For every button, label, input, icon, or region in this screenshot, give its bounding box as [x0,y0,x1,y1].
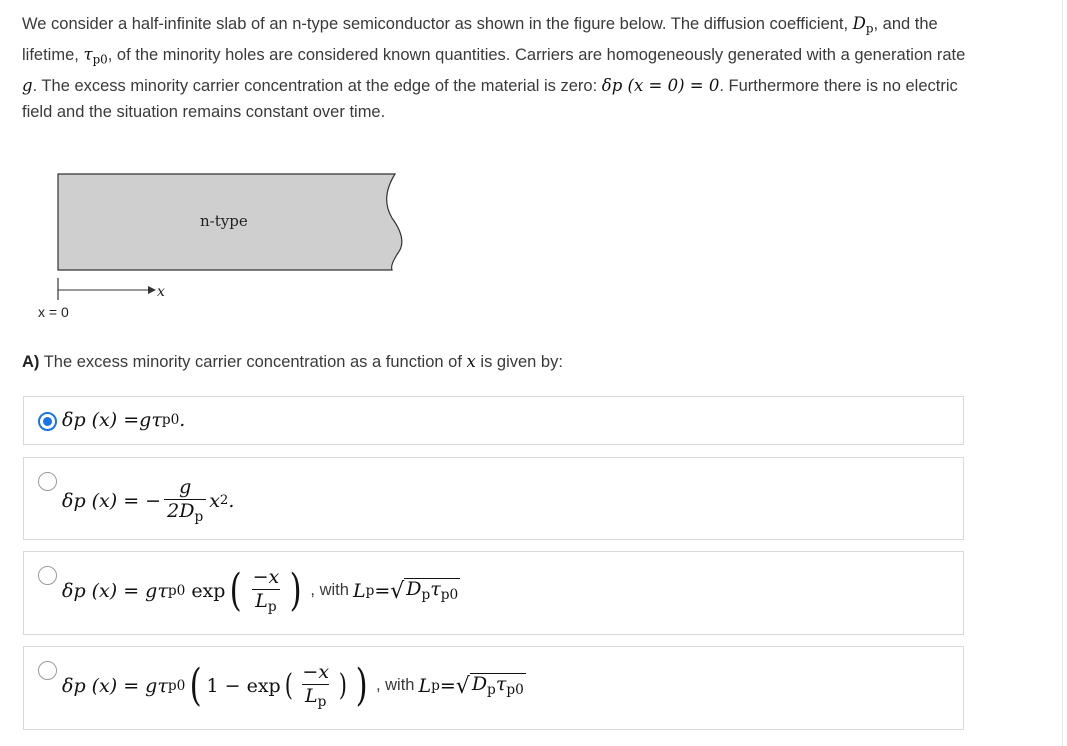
radio-button[interactable] [38,472,57,491]
radio-button-selected[interactable] [38,412,57,431]
slab-figure [30,168,430,328]
generation-rate-symbol: g [22,76,33,96]
intro-text-4: . The excess minority carrier concentration at the edge of the material is zero: [32,77,602,96]
slab-label: n-type [200,212,248,230]
question-a [22,352,563,372]
option-4-equation: δp (x) = gτ p0 ( 1 − exp ( $\frac{-x}{L_p}$ ) ) , with L p = √ $D_p\tau_{p0}$ [62,659,524,711]
x-axis-arrowhead [148,286,156,294]
x-axis-label: x [157,284,165,300]
option-1-equation: δp (x) = gτ p0 . [62,409,186,431]
question-text: The excess minority carrier concentration as a function of [43,353,467,371]
boundary-condition: δp (x = 0) = 0 [601,76,720,96]
radio-button[interactable] [38,566,57,585]
lifetime-symbol: $\tau_{p0}$ [83,45,108,67]
answer-option-1[interactable] [23,396,964,445]
intro-text-2: , and the lifetime, [22,15,938,65]
radio-button[interactable] [38,661,57,680]
intro-text-3: , of the minority holes are considered known quantities. Carriers are homogeneously generated with a generation rate [107,46,966,65]
problem-statement [22,11,967,126]
intro-text-1: We consider a half-infinite slab of an n-type semiconductor as shown in the figure below. The diffusion coefficient, [22,15,853,33]
question-part-label: A) [22,353,40,371]
question-variable: x [466,352,476,371]
page-right-border [1062,0,1063,746]
answer-option-4[interactable] [23,646,964,730]
intro-text-5: . Furthermore there is no electric field and the situation remains constant over time. [22,77,958,122]
option-3-equation: δp (x) = gτ p0 exp ( $\frac{-x}{L_p}$ ) , with L p = √ $D_p\tau_{p0}$ [62,564,459,616]
option-2-equation: δp (x) = − $\frac{g}{2D_p}$ x 2 . [62,476,235,525]
answer-option-3[interactable] [23,551,964,635]
origin-label: x = 0 [38,304,69,320]
answer-option-2[interactable] [23,457,964,540]
diffusion-coefficient-symbol: $D_p$ [852,14,874,36]
question-suffix: is given by: [475,353,563,371]
